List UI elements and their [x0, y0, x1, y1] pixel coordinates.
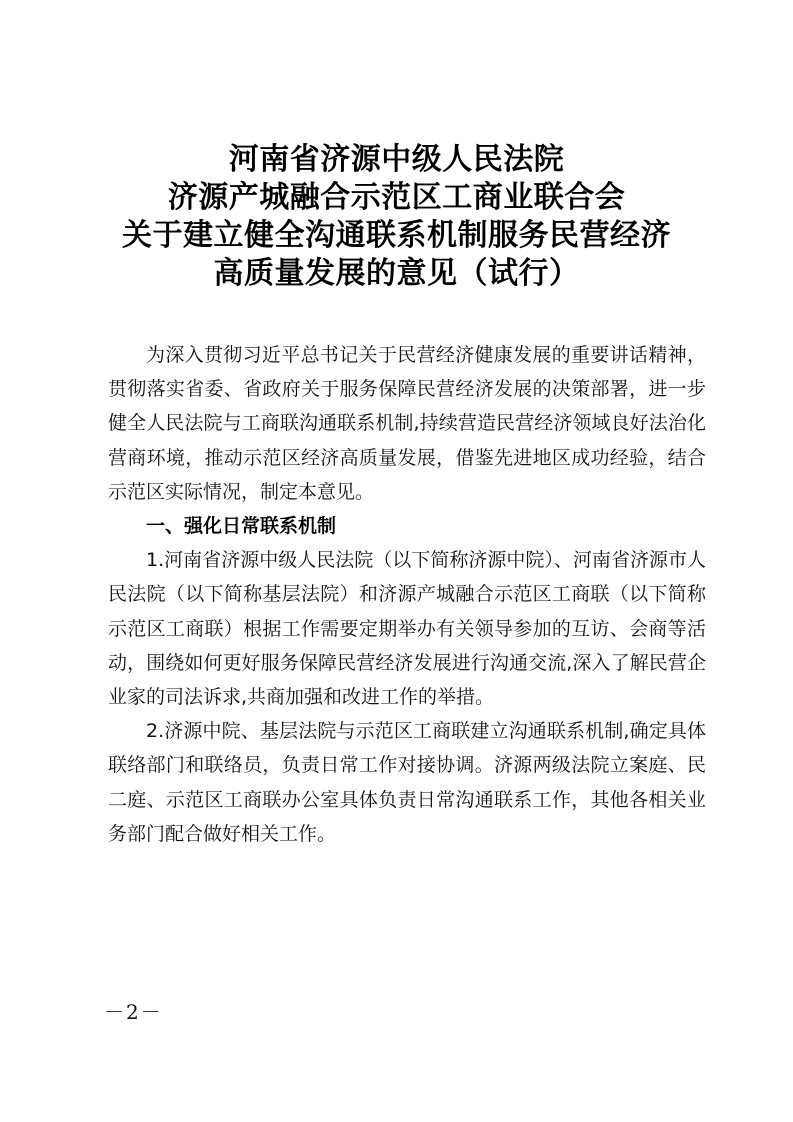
section-heading: 一、强化日常联系机制	[146, 515, 337, 538]
title-line-4: 高质量发展的意见（试行）	[213, 256, 580, 291]
document-body	[108, 338, 706, 851]
title-line-2: 济源产城融合示范区工商业联合会	[167, 180, 626, 215]
title-line-3: 关于建立健全沟通联系机制服务民营经济	[122, 218, 671, 253]
item-2-paragraph: 2.济源中院、基层法院与示范区工商联建立沟通联系机制,确定具体联络部门和联络员，负责日常工作对接协调。济源两级法院立案庭、民二庭、示范区工商联办公室具体负责日常沟通联系工作，其他各相关业务部门配合做好相关工作。	[108, 720, 706, 845]
title-line-1: 河南省济源中级人民法院	[228, 142, 565, 177]
intro-paragraph: 为深入贯彻习近平总书记关于民营经济健康发展的重要讲话精神，贯彻落实省委、省政府关于服务保障民营经济发展的决策部署，进一步健全人民法院与工商联沟通联系机制,持续营造民营经济领域良好法治化营商环境，推动示范区经济高质量发展，借鉴先进地区成功经验，结合示范区实际情况，制定本意见。	[108, 344, 706, 503]
document-title	[0, 141, 793, 293]
page-number: －2－	[104, 1000, 163, 1024]
item-1-paragraph: 1.河南省济源中级人民法院（以下简称济源中院）、河南省济源市人民法院（以下简称基层法院）和济源产城融合示范区工商联（以下简称示范区工商联）根据工作需要定期举办有关领导参加的互访、会商等活动，围绕如何更好服务保障民营经济发展进行沟通交流,深入了解民营企业家的司法诉求,共商加强和改进工作的举措。	[108, 549, 706, 709]
